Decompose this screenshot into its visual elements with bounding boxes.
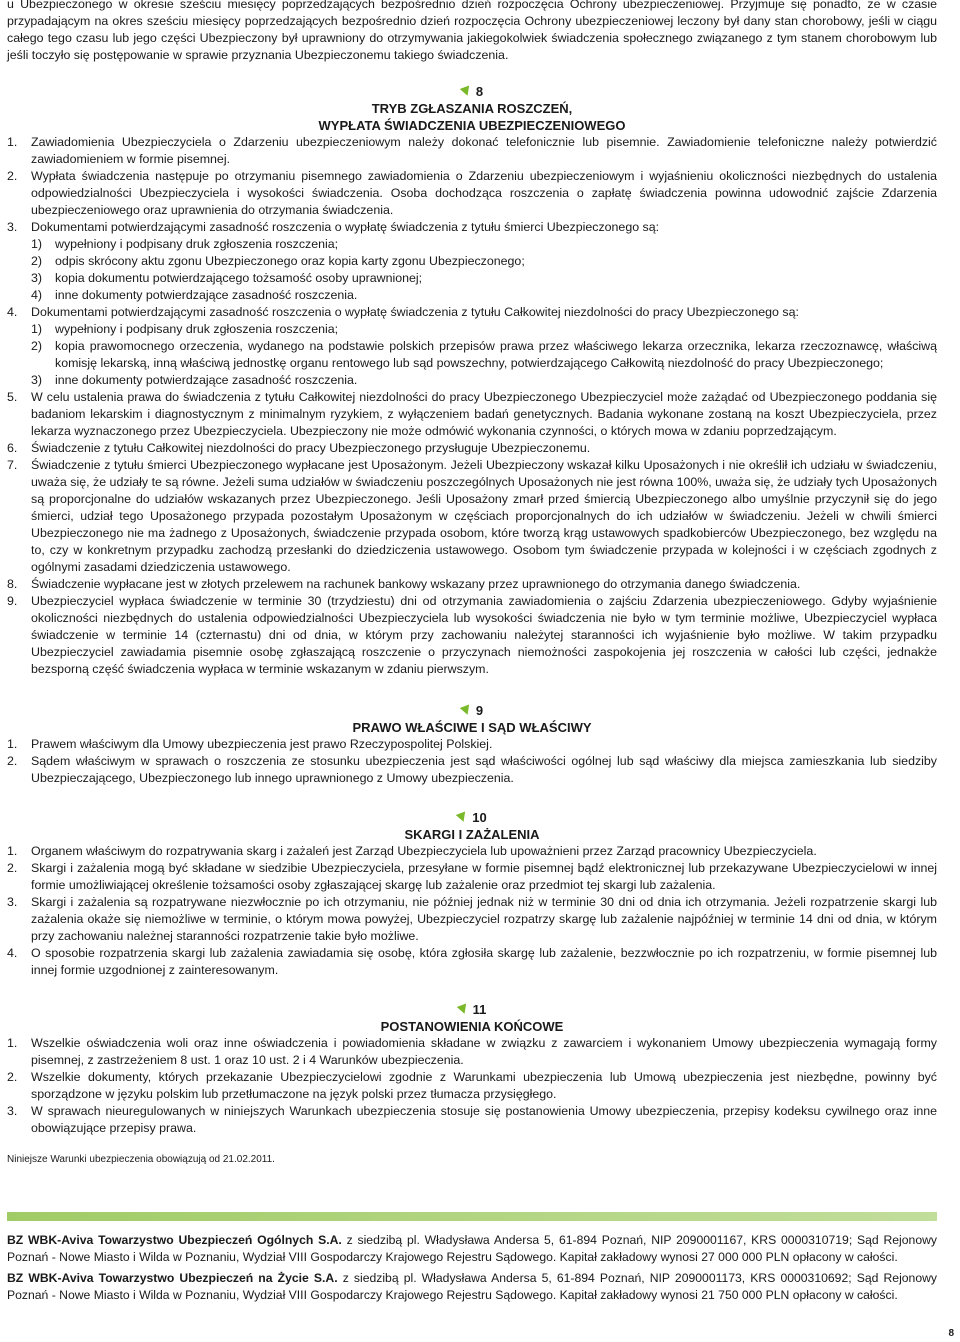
company-2-name: BZ WBK-Aviva Towarzystwo Ubezpieczeń na Życie S.A. [7,1271,338,1285]
section-mark-icon [460,705,472,717]
list-item: 3. Dokumentami potwierdzającymi zasadność roszczenia o wypłatę świadczenia z tytułu śmierci Ubezpieczonego są: [7,220,660,234]
section-9-number: 9 [475,703,484,718]
company-1-details: z siedzibą pl. Władysława Andersa 5, 61-894 Poznań, NIP 2090001167, KRS 0000310719; Sąd Rejonowy Poznań - Nowe Miasto i Wilda w Poznaniu, Wydział VIII Gospodarczy Krajowego Rejestru Sądowego. Kapitał zakładowy wynosi 27 000 000 PLN opłacony w całości. [7,1233,937,1264]
list-item: 5. W celu ustalenia prawa do świadczenia z tytułu Całkowitej niezdolności do pracy Ubezpieczonego Ubezpieczyciel może zażądać od Ubezpieczonego poddania się badaniom lekarskim i diagnostycznym z minimalnym ryzykiem, z wyłączeniem badań genetycznych. Badania wykonane zostaną na koszt Ubezpieczyciela, przez lekarza wyznaczonego przez Ubezpieczyciela. Ubezpieczony nie może odmówić wykonania czynności, o których mowa w zdaniu poprzedzającym. [7,390,937,438]
sub-list-item: 3) inne dokumenty potwierdzające zasadność roszczenia. [31,373,358,387]
list-item: 4. Dokumentami potwierdzającymi zasadność roszczenia o wypłatę świadczenia z tytułu Całkowitej niezdolności do pracy Ubezpieczonego są: [7,305,799,319]
sub-list-item: 1) wypełniony i podpisany druk zgłoszenia roszczenia; [31,237,339,251]
list-item: 4. O sposobie rozpatrzenia skargi lub zażalenia zawiadamia się osobę, która zgłosiła skargę lub zażalenie, bezzwłocznie po ich rozpatrzeniu, w formie pisemnej lub innej formie uzgodnionej z zainteresowanym. [7,946,937,977]
section-9-heading [7,702,937,736]
section-9-title: PRAWO WŁAŚCIWE I SĄD WŁAŚCIWY [352,720,592,735]
list-item: 9. Ubezpieczyciel wypłaca świadczenie w terminie 30 (trzydziestu) dni od otrzymania zawiadomienia o zajściu Zdarzenia ubezpieczeniowego. Gdyby wyjaśnienie okoliczności niezbędnych do ustalenia odpowiedzialności Ubezpieczyciela lub wysokości świadczenia nie było w tym terminie możliwe, Ubezpieczyciel wypłaca świadczenie w terminie 14 (czternastu) dni od dnia, w którym przy zachowaniu należytej staranności ich wyjaśnienie było możliwe. W takim przypadku Ubezpieczyciel zawiadamia pisemnie osobę zgłaszającą roszczenie o przyczynach niemożności zaspokojenia jej roszczenia w całości lub części, jednakże bezsporną część świadczenia wypłaca w terminie wskazanym w zdaniu pierwszym. [7,594,937,676]
list-item: 1. Zawiadomienia Ubezpieczyciela o Zdarzeniu ubezpieczeniowym należy dokonać telefonicznie lub pisemnie. Zawiadomienie telefoniczne należy potwierdzić zawiadomieniem w formie pisemnej. [7,135,937,166]
list-item: 8. Świadczenie wypłacane jest w złotych przelewem na rachunek bankowy wskazany przez uprawnionego do otrzymania danego świadczenia. [7,577,801,591]
section-8-title-line2: WYPŁATA ŚWIADCZENIA UBEZPIECZENIOWEGO [318,118,626,133]
list-item: 1. Wszelkie oświadczenia woli oraz inne oświadczenia i powiadomienia składane w związku z zawarciem i wykonaniem Umowy ubezpieczenia wymagają formy pisemnej, z zastrzeżeniem 8 ust. 1 oraz 10 ust. 2 i 4 Warunków ubezpieczenia. [7,1036,937,1067]
list-item: 1. Prawem właściwym dla Umowy ubezpieczenia jest prawo Rzeczypospolitej Polskiej. [7,737,493,751]
section-11-title: POSTANOWIENIA KOŃCOWE [380,1019,564,1034]
sub-list-item: 2) odpis skrócony aktu zgonu Ubezpieczonego oraz kopia karty zgonu Ubezpieczonego; [31,254,525,268]
section-8-title-line1: TRYB ZGŁASZANIA ROSZCZEŃ, [371,101,573,116]
company-1-info [7,1232,937,1266]
section-11-number: 11 [472,1002,487,1017]
list-item: 3. W sprawach nieuregulowanych w niniejszych Warunkach ubezpieczenia stosuje się postanowienia Umowy ubezpieczenia, przepisy kodeksu cywilnego oraz inne obowiązujące przepisy prawa. [7,1104,937,1135]
section-10-number: 10 [472,810,487,825]
list-item: 3. Skargi i zażalenia są rozpatrywane niezwłocznie po ich otrzymaniu, nie później jednak niż w terminie 30 dni od dnia ich otrzymania. Jeżeli rozpatrzenie skargi lub zażalenia okaże się niemożliwe w terminie, o którym mowa powyżej, Ubezpieczyciel rozpatrzy skargę lub zażalenie najpóźniej w terminie 14 dni od dnia, w którym przy zachowaniu należnej staranności rozpatrzenie takie było możliwe. [7,895,937,943]
section-mark-icon [456,1004,468,1016]
section-11-heading [7,1001,937,1035]
list-item: 1. Organem właściwym do rozpatrywania skarg i zażaleń jest Zarząd Ubezpieczyciela lub upoważnieni przez Zarząd pracownicy Ubezpieczyciela. [7,844,817,858]
sub-list-item: 3) kopia dokumentu potwierdzającego tożsamość osoby uprawnionej; [31,271,423,285]
page-number: 8 [948,1328,954,1339]
section-8-heading [7,83,937,134]
sub-list-item: 4) inne dokumenty potwierdzające zasadność roszczenia. [31,288,358,302]
list-item: 2. Sądem właściwym w sprawach o roszczenia ze stosunku ubezpieczenia jest sąd właściwości ogólnej lub sąd właściwy dla miejsca zamieszkania lub siedziby Ubezpieczającego, Ubezpieczonego lub innego uprawnionego z Umowy ubezpieczenia. [7,754,937,785]
section-10-heading [7,809,937,843]
company-2-details: z siedzibą pl. Władysława Andersa 5, 61-894 Poznań, NIP 2090001173, KRS 0000310692; Sąd Rejonowy Poznań - Nowe Miasto i Wilda w Poznaniu, Wydział VIII Gospodarczy Krajowego Rejestru Sądowego. Kapitał zakładowy wynosi 21 750 000 PLN opłacony w całości. [7,1271,938,1302]
effective-date-note: Niniejsze Warunki ubezpieczenia obowiązują od 21.02.2011. [7,1154,275,1165]
section-mark-icon [460,86,472,98]
footer-divider-gradient [7,1212,937,1221]
list-item: 7. Świadczenie z tytułu śmierci Ubezpieczonego wypłacane jest Uposażonym. Jeżeli Ubezpieczony wskazał kilku Uposażonych i nie określił ich udziału w świadczeniu, uważa się, że udziały te są równe. Jeżeli suma udziałów w świadczeniu poszczególnych Uposażonych nie jest równa 100%, uważa się, że udziały tych Uposażonych są proporcjonalne do udziałów wskazanych przez Ubezpieczonego. Jeśli Uposażony zmarł przed śmiercią Ubezpieczonego albo umyślnie przyczynił się do jego śmierci, udział tego Uposażonego przypada pozostałym Uposażonym w częściach proporcjonalnych do ich udziałów w świadczeniu. Jeżeli w chwili śmierci Ubezpieczonego nie ma żadnego z Uposażonych, świadczenie przypada osobom, które tworzą krąg ustawowych spadkobierców Ubezpieczonego, bez względu na to, czy w konkretnym przypadku zachodzą przesłanki do dziedziczenia ustawowego. Osobom tym świadczenie przypada w kolejności i w częściach zgodnych z ogólnymi zasadami dziedziczenia ustawowego. [7,458,937,574]
sub-list-item: 1) wypełniony i podpisany druk zgłoszenia roszczenia; [31,322,339,336]
list-item: 2. Skargi i zażalenia mogą być składane w siedzibie Ubezpieczyciela, przesyłane w formie pisemnej bądź elektronicznej lub przekazywane Ubezpieczycielowi w innej formie umożliwiającej określenie tożsamości osoby zgłaszającej skargę lub zażalenie oraz przedmiot tej skargi lub zażalenia. [7,861,937,892]
company-1-name: BZ WBK-Aviva Towarzystwo Ubezpieczeń Ogólnych S.A. [7,1233,342,1247]
list-item: 2. Wypłata świadczenia następuje po otrzymaniu pisemnego zawiadomienia o Zdarzeniu ubezpieczeniowym i wyjaśnieniu okoliczności niezbędnych do ustalenia odpowiedzialności Ubezpieczyciela i wysokości świadczenia. Osoba dochodząca roszczenia o zapłatę świadczenia powinna udowodnić zajście Zdarzenia ubezpieczeniowego oraz uprawnienia do otrzymania świadczenia. [7,169,937,217]
section-8-number: 8 [475,84,484,99]
list-item: 2. Wszelkie dokumenty, których przekazanie Ubezpieczycielowi zgodnie z Warunkami ubezpieczenia lub Umową ubezpieczenia jest niezbędne, powinny być sporządzone w języku polskim lub przetłumaczone na język polski przez tłumacza przysięgłego. [7,1070,937,1101]
intro-paragraph: u Ubezpieczonego w okresie sześciu miesięcy poprzedzających bezpośrednio dzień rozpoczęcia Ochrony ubezpieczeniowej. Przyjmuje się ponadto, że w czasie przypadającym na okres sześciu miesięcy poprzedzających bezpośrednio dzień rozpoczęcia Ochrony ubezpieczeniowej leczony był dany stan chorobowy, jeśli w ciągu całego tego czasu lub jego części Ubezpieczony był uprawniony do otrzymywania jakiegokolwiek świadczenia społecznego związanego z tym stanem chorobowym lub jeśli toczyło się postępowanie w sprawie przyznania Ubezpieczonemu takiego świadczenia. [7,0,937,62]
company-2-info [7,1270,937,1304]
sub-list-item: 2) kopia prawomocnego orzeczenia, wydanego na podstawie polskich przepisów prawa przez właściwego lekarza orzecznika, lekarza rzeczoznawcę, właściwą komisję lekarską, inną właściwą jednostkę organu rentowego lub sąd powszechny, potwierdzającego Całkowitą niezdolność do pracy Ubezpieczonego; [31,339,937,370]
section-mark-icon [456,812,468,824]
document-body [7,0,937,1168]
list-item: 6. Świadczenie z tytułu Całkowitej niezdolności do pracy Ubezpieczonego przysługuje Ubezpieczonemu. [7,441,591,455]
section-10-title: SKARGI I ZAŻALENIA [404,827,540,842]
